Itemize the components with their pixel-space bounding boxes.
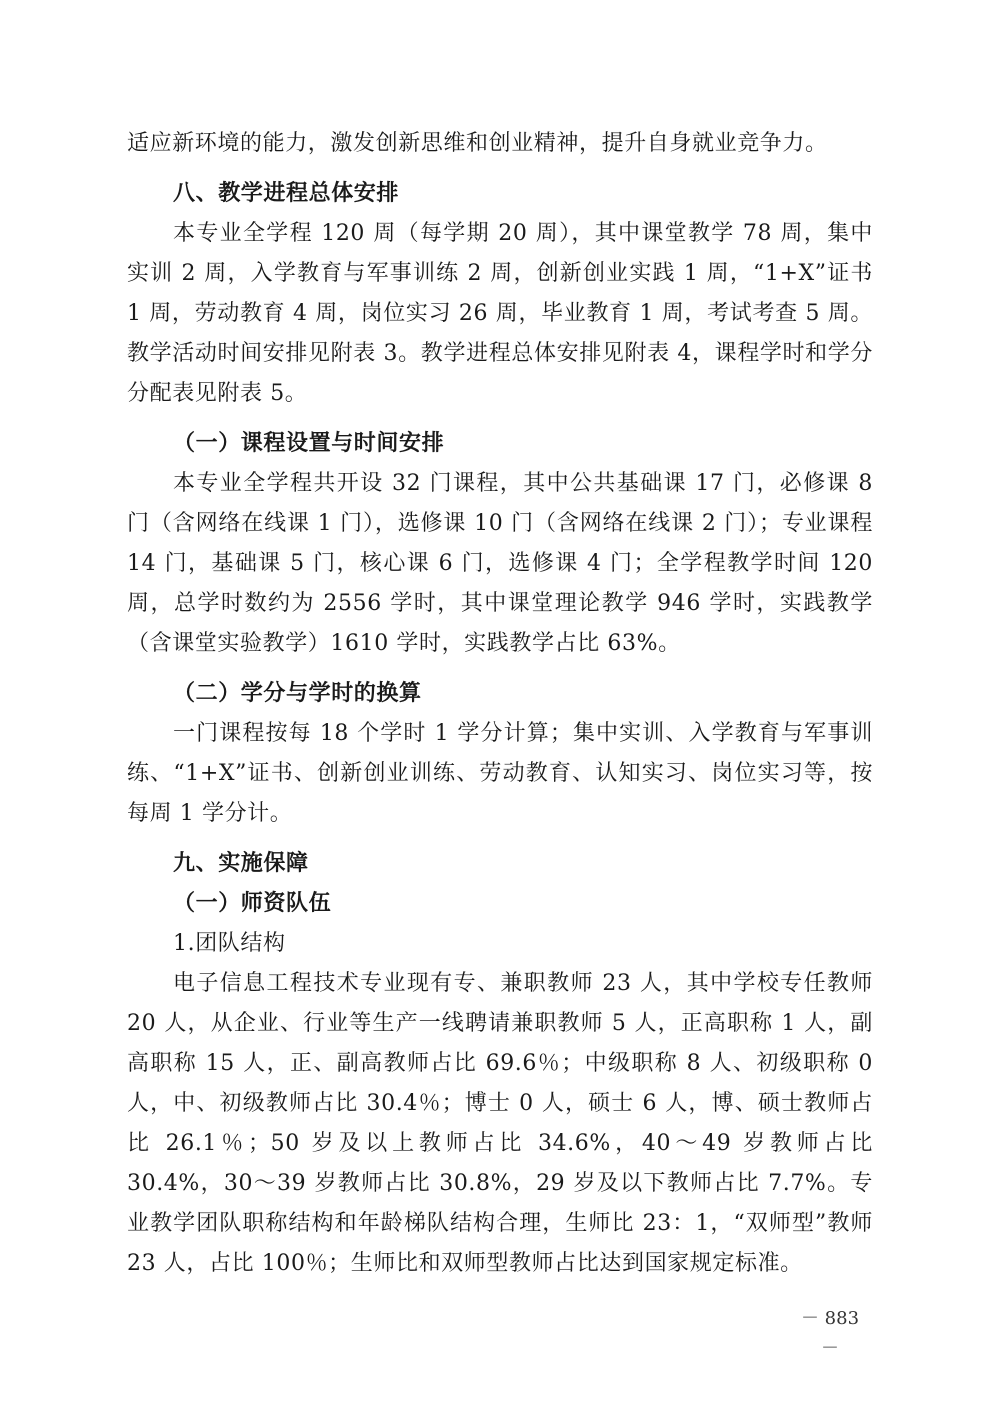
subheading-course-setup: （一）课程设置与时间安排	[173, 431, 445, 456]
section-heading-teaching-schedule: 八、教学进程总体安排	[173, 181, 400, 206]
document-body	[127, 124, 873, 1284]
paragraph-credit-conversion: 一门课程按每 18 个学时 1 学分计算；集中实训、入学教育与军事训练、“1+X”证书、创新创业训练、劳动教育、认知实习、岗位实习等，按每周 1 学分计。	[127, 721, 873, 826]
paragraph-team-structure-label: 1.团队结构	[173, 931, 286, 956]
paragraph-schedule: 本专业全学程 120 周（每学期 20 周），其中课堂教学 78 周，集中实训 2 周，入学教育与军事训练 2 周，创新创业实践 1 周，“1+X”证书 1 周，劳动教育 4 周，岗位实习 26 周，毕业教育 1 周，考试考查 5 周。教学活动时间安排见附表 3。教学进程总体安排见附表 4，课程学时和学分分配表见附表 5。	[127, 221, 873, 406]
paragraph-continuation: 适应新环境的能力，激发创新思维和创业精神，提升自身就业竞争力。	[127, 131, 828, 156]
subheading-credit-conversion: （二）学分与学时的换算	[173, 681, 422, 706]
subheading-faculty: （一）师资队伍	[173, 891, 332, 916]
paragraph-faculty-details: 电子信息工程技术专业现有专、兼职教师 23 人，其中学校专任教师 20 人，从企业、行业等生产一线聘请兼职教师 5 人，正高职称 1 人，副高职称 15 人，正、副高教师占比 69.6％；中级职称 8 人、初级职称 0 人，中、初级教师占比 30.4％；博士 0 人，硕士 6 人，博、硕士教师占比 26.1％；50 岁及以上教师占比 34.6%，40～49 岁教师占比 30.4%，30～39 岁教师占比 30.8%，29 岁及以下教师占比 7.7%。专业教学团队职称结构和年龄梯队结构合理，生师比 23：1，“双师型”教师 23 人，占比 100％；生师比和双师型教师占比达到国家规定标准。	[127, 971, 873, 1276]
paragraph-course-setup: 本专业全学程共开设 32 门课程，其中公共基础课 17 门，必修课 8 门（含网络在线课 1 门），选修课 10 门（含网络在线课 2 门）；专业课程 14 门，基础课 5 门，核心课 6 门，选修课 4 门；全学程教学时间 120 周，总学时数约为 2556 学时，其中课堂理论教学 946 学时，实践教学（含课堂实验教学）1610 学时，实践教学占比 63%。	[127, 471, 873, 656]
page-number: － 883 －	[800, 1308, 860, 1359]
section-heading-implementation: 九、实施保障	[173, 851, 309, 876]
